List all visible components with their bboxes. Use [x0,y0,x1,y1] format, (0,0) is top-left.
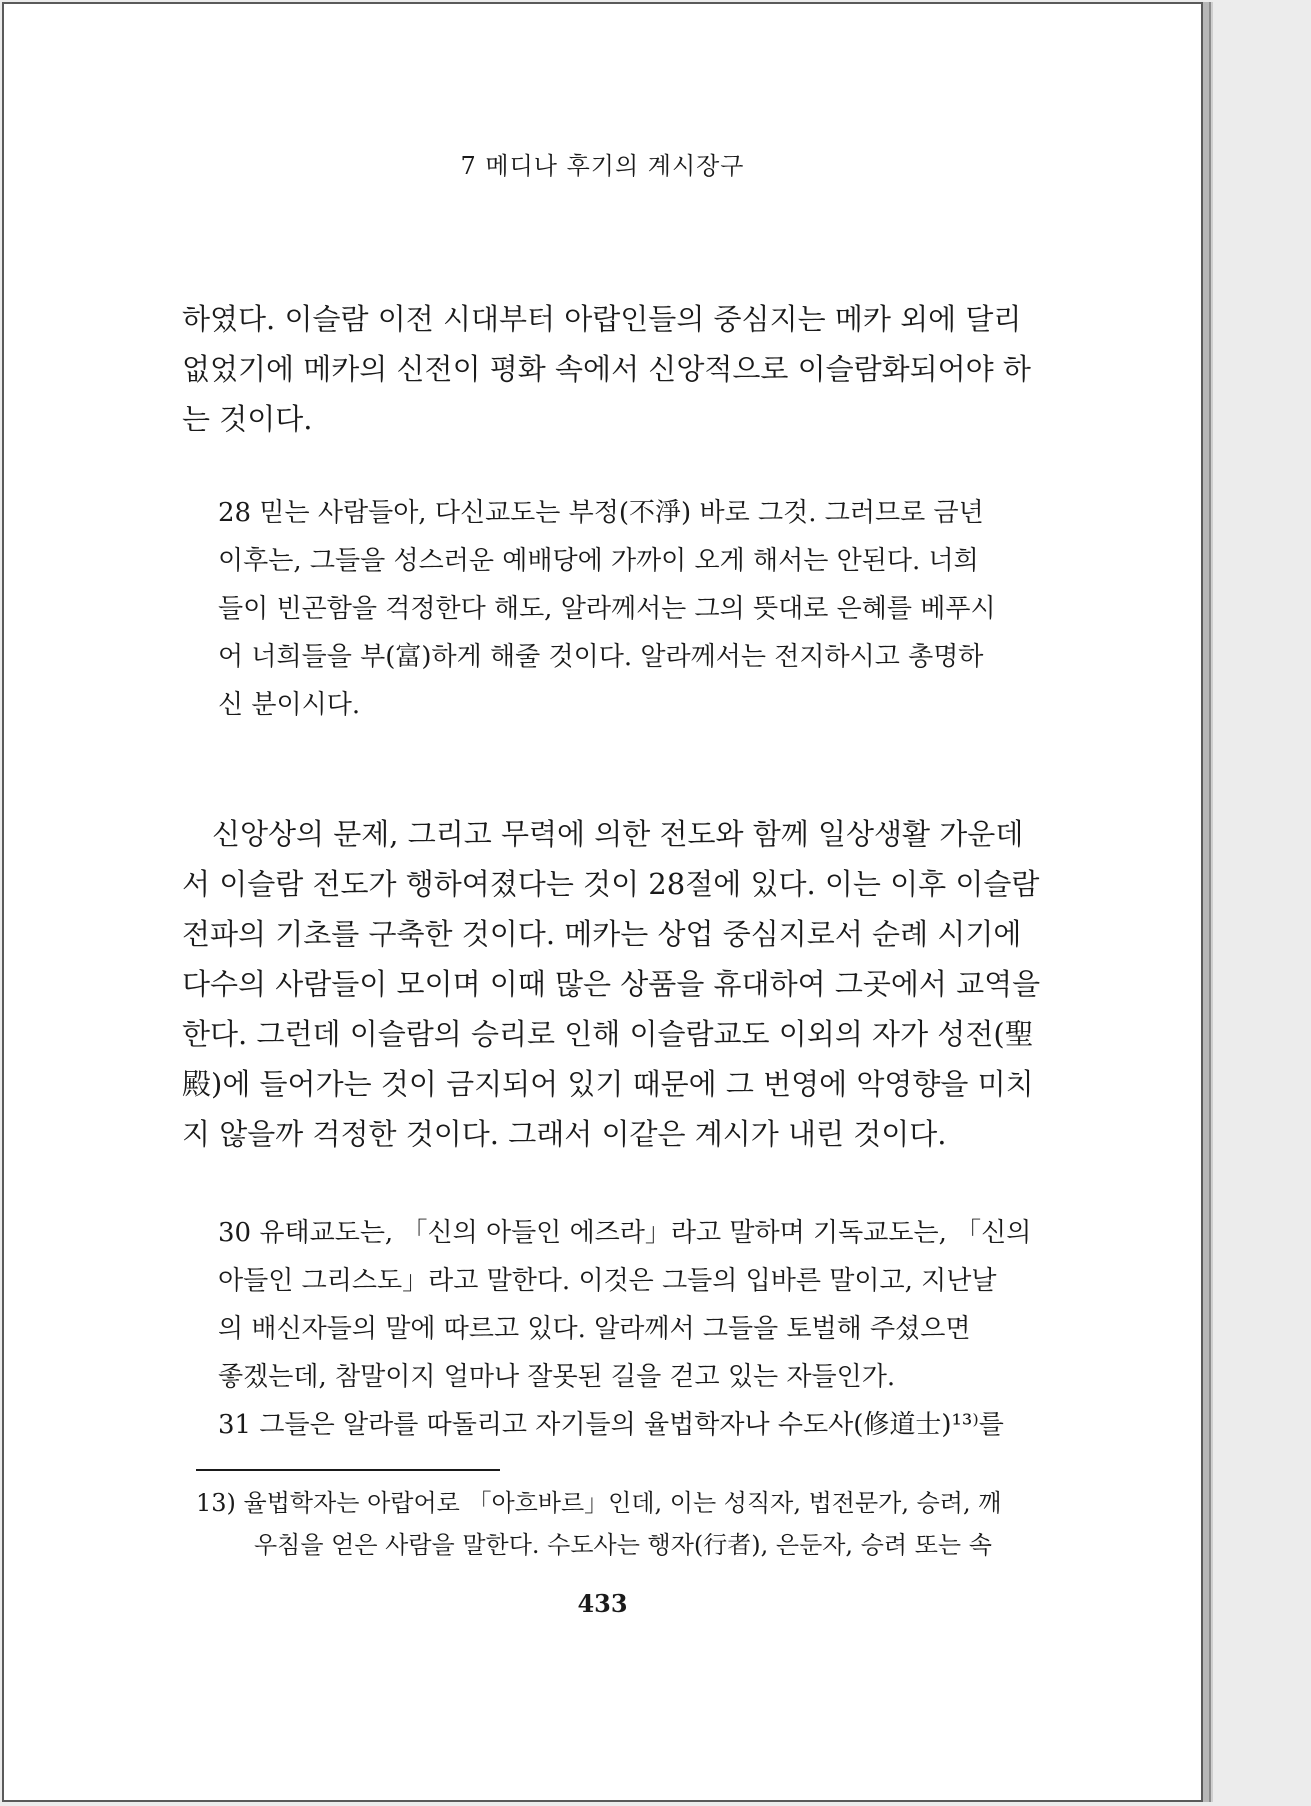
body-paragraph-1 [182,294,1052,444]
text-line: 하였다. 이슬람 이전 시대부터 아랍인들의 중심지는 메카 외에 달리 [182,302,1022,336]
verse-line: 31 그들은 알라를 따돌리고 자기들의 율법학자나 수도사(修道士)¹³⁾를 [218,1410,1004,1440]
verse-line: 어 너희들을 부(富)하게 해줄 것이다. 알라께서는 전지하시고 총명하 [218,642,984,672]
text-line: 殿)에 들어가는 것이 금지되어 있기 때문에 그 번영에 악영향을 미치 [182,1067,1034,1101]
verse-line: 아들인 그리스도」라고 말한다. 이것은 그들의 입바른 말이고, 지난날 [218,1266,997,1296]
verse-line: 의 배신자들의 말에 따르고 있다. 알라께서 그들을 토벌해 주셨으면 [218,1314,971,1344]
footnote-line: 13) 율법학자는 아랍어로 「아흐바르」인데, 이는 성직자, 법전문가, 승려, 깨 [196,1489,1002,1517]
verse-line: 들이 빈곤함을 걱정한다 해도, 알라께서는 그의 뜻대로 은혜를 베푸시 [218,594,996,624]
text-line: 는 것이다. [182,402,313,436]
verse-line: 이후는, 그들을 성스러운 예배당에 가까이 오게 해서는 안된다. 너희 [218,546,979,576]
text-line: 한다. 그런데 이슬람의 승리로 인해 이슬람교도 이외의 자가 성전(聖 [182,1017,1034,1051]
text-line: 다수의 사람들이 모이며 이때 많은 상품을 휴대하여 그곳에서 교역을 [182,967,1041,1001]
verse-line: 좋겠는데, 참말이지 얼마나 잘못된 길을 걷고 있는 자들인가. [218,1362,896,1392]
book-page [2,2,1203,1802]
verse-line: 28 믿는 사람들아, 다신교도는 부정(不淨) 바로 그것. 그러므로 금년 [218,498,984,528]
page-number: 433 [577,1589,628,1618]
text-line: 지 않을까 걱정한 것이다. 그래서 이같은 계시가 내린 것이다. [182,1117,947,1151]
text-line: 전파의 기초를 구축한 것이다. 메카는 상업 중심지로서 순례 시기에 [182,917,1022,951]
verse-30-31-block [218,1209,1032,1449]
text-line: 신앙상의 문제, 그리고 무력에 의한 전도와 함께 일상생활 가운데 [212,817,1024,851]
verse-line: 30 유태교도는, 「신의 아들인 에즈라」라고 말하며 기독교도는, 「신의 [218,1218,1032,1248]
text-line: 서 이슬람 전도가 행하여졌다는 것이 28절에 있다. 이는 이후 이슬람 [182,867,1040,901]
verse-28-block [218,489,1018,729]
verse-line: 신 분이시다. [218,690,361,720]
footnote-divider [196,1469,500,1471]
footnote-line: 우침을 얻은 사람을 말한다. 수도사는 행자(行者), 은둔자, 승려 또는 속 [254,1531,992,1559]
running-header: 7 메디나 후기의 계시장구 [460,152,745,180]
text-line: 없었기에 메카의 신전이 평화 속에서 신앙적으로 이슬람화되어야 하 [182,352,1031,386]
footnote-13 [196,1482,1056,1566]
body-paragraph-2 [182,809,1052,1159]
